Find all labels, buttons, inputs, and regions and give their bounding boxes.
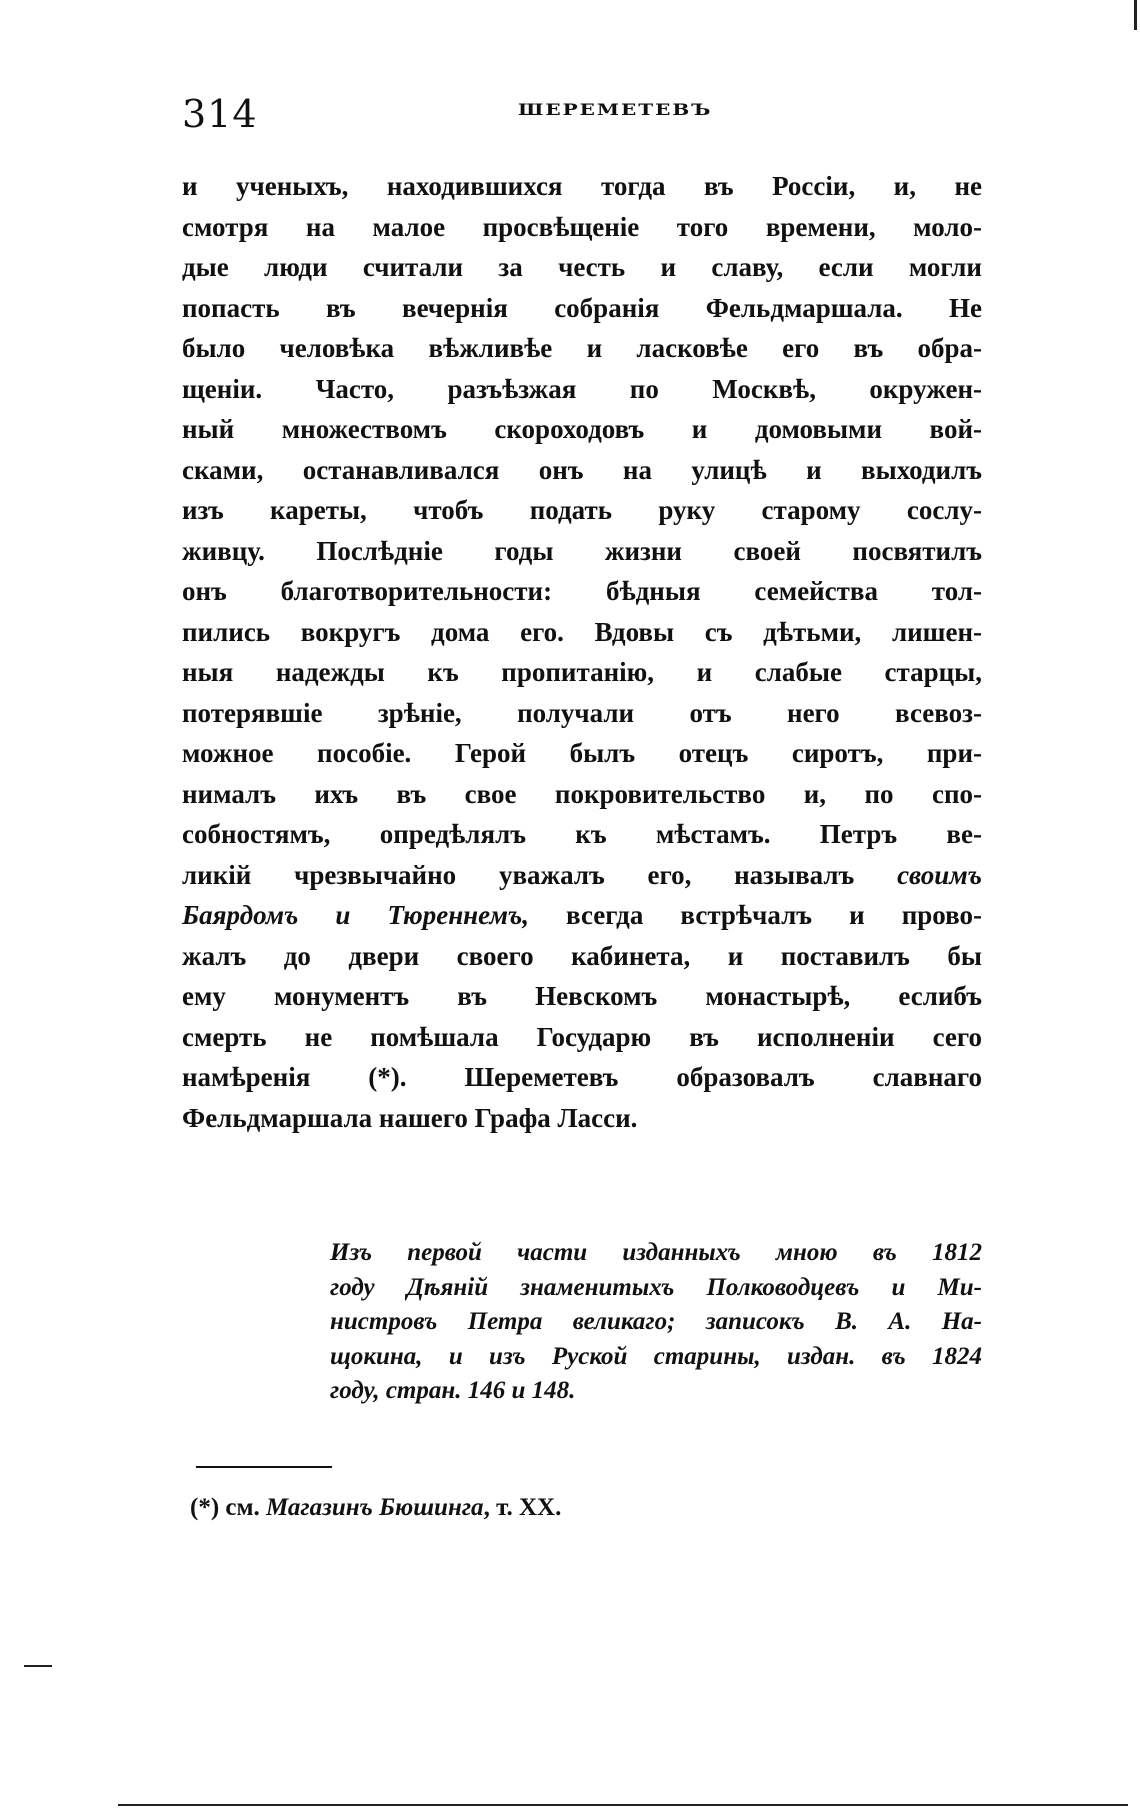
text-segment: ликій чрезвычайно уважалъ его, называлъ	[182, 859, 898, 890]
footnote-italic: Магазинъ Бюшинга	[266, 1494, 484, 1521]
text-line: ныя надежды къ пропитанію, и слабые старцы,	[182, 657, 982, 687]
running-title: ШЕРЕМЕТЕВЪ	[518, 100, 713, 120]
scan-edge-mark	[24, 1665, 52, 1667]
main-paragraph	[182, 166, 982, 1138]
text-line: было человѣка вѣжливѣе и ласковѣе его въ обра-	[182, 333, 982, 363]
text-line: собностямъ, опредѣлялъ къ мѣстамъ. Петръ ве-	[182, 819, 982, 849]
source-line: нистровъ Петра великаго; записокъ В. А. На-	[330, 1308, 982, 1335]
text-line: сками, останавливался онъ на улицѣ и выходилъ	[182, 454, 982, 485]
footnote-marker: (*) см.	[190, 1494, 267, 1521]
footnote-divider	[196, 1466, 332, 1468]
text-line: жалъ до двери своего кабинета, и поставилъ бы	[182, 940, 982, 971]
text-line: онъ благотворительности: бѣдныя семейства тол-	[182, 576, 982, 606]
source-line: щокина, и изъ Руской старины, издан. въ 1824	[330, 1342, 982, 1370]
text-line: щеніи. Часто, разъѣзжая по Москвѣ, окружен-	[182, 373, 982, 404]
text-line: Фельдмаршала нашего Графа Ласси.	[182, 1102, 638, 1133]
text-line: попасть въ вечернія собранія Фельдмаршала. Не	[182, 292, 982, 323]
text-line: изъ кареты, чтобъ подать руку старому сослу-	[182, 495, 982, 525]
footnote-rest: , т. XX.	[483, 1494, 562, 1521]
text-line: нималъ ихъ въ свое покровительство и, по спо-	[182, 778, 982, 809]
source-line: году, стран. 146 и 148.	[330, 1377, 576, 1404]
text-line: дые люди считали за честь и славу, если могли	[182, 252, 982, 282]
page-number: 314	[182, 92, 258, 136]
italic-segment: своимъ	[897, 859, 982, 890]
text-segment: всегда встрѣчалъ и прово-	[528, 900, 982, 930]
page-header	[182, 92, 982, 142]
text-line: ему монументъ въ Невскомъ монастырѣ, еслибъ	[182, 981, 982, 1011]
text-line: и ученыхъ, находившихся тогда въ Россіи, и, не	[182, 171, 982, 201]
text-line: смотря на малое просвѣщеніе того времени, моло-	[182, 211, 982, 242]
text-line-mixed	[182, 895, 982, 936]
text-line-mixed	[182, 855, 982, 896]
source-line: году Дѣяній знаменитыхъ Полководцевъ и Ми-	[330, 1273, 982, 1301]
text-line: можное пособіе. Герой былъ отецъ сиротъ, при-	[182, 738, 982, 768]
footnote	[190, 1494, 561, 1522]
text-line: живцу. Послѣдніе годы жизни своей посвятилъ	[182, 535, 982, 566]
text-line: намѣренія (*). Шереметевъ образовалъ славнаго	[182, 1062, 982, 1092]
italic-segment: Баярдомъ и Тюреннемъ,	[182, 900, 529, 930]
text-line: пились вокругъ дома его. Вдовы съ дѣтьми, лишен-	[182, 616, 982, 647]
source-line: Изъ первой части изданныхъ мною въ 1812	[330, 1239, 982, 1266]
scan-edge-mark	[1134, 0, 1137, 30]
text-line: смерть не помѣшала Государю въ исполненіи сего	[182, 1021, 982, 1052]
source-note	[330, 1236, 982, 1409]
text-line: ный множествомъ скороходовъ и домовыми вой-	[182, 414, 982, 444]
text-line: потерявшіе зрѣніе, получали отъ него всевоз-	[182, 697, 982, 728]
scan-edge-mark	[118, 1804, 1128, 1806]
